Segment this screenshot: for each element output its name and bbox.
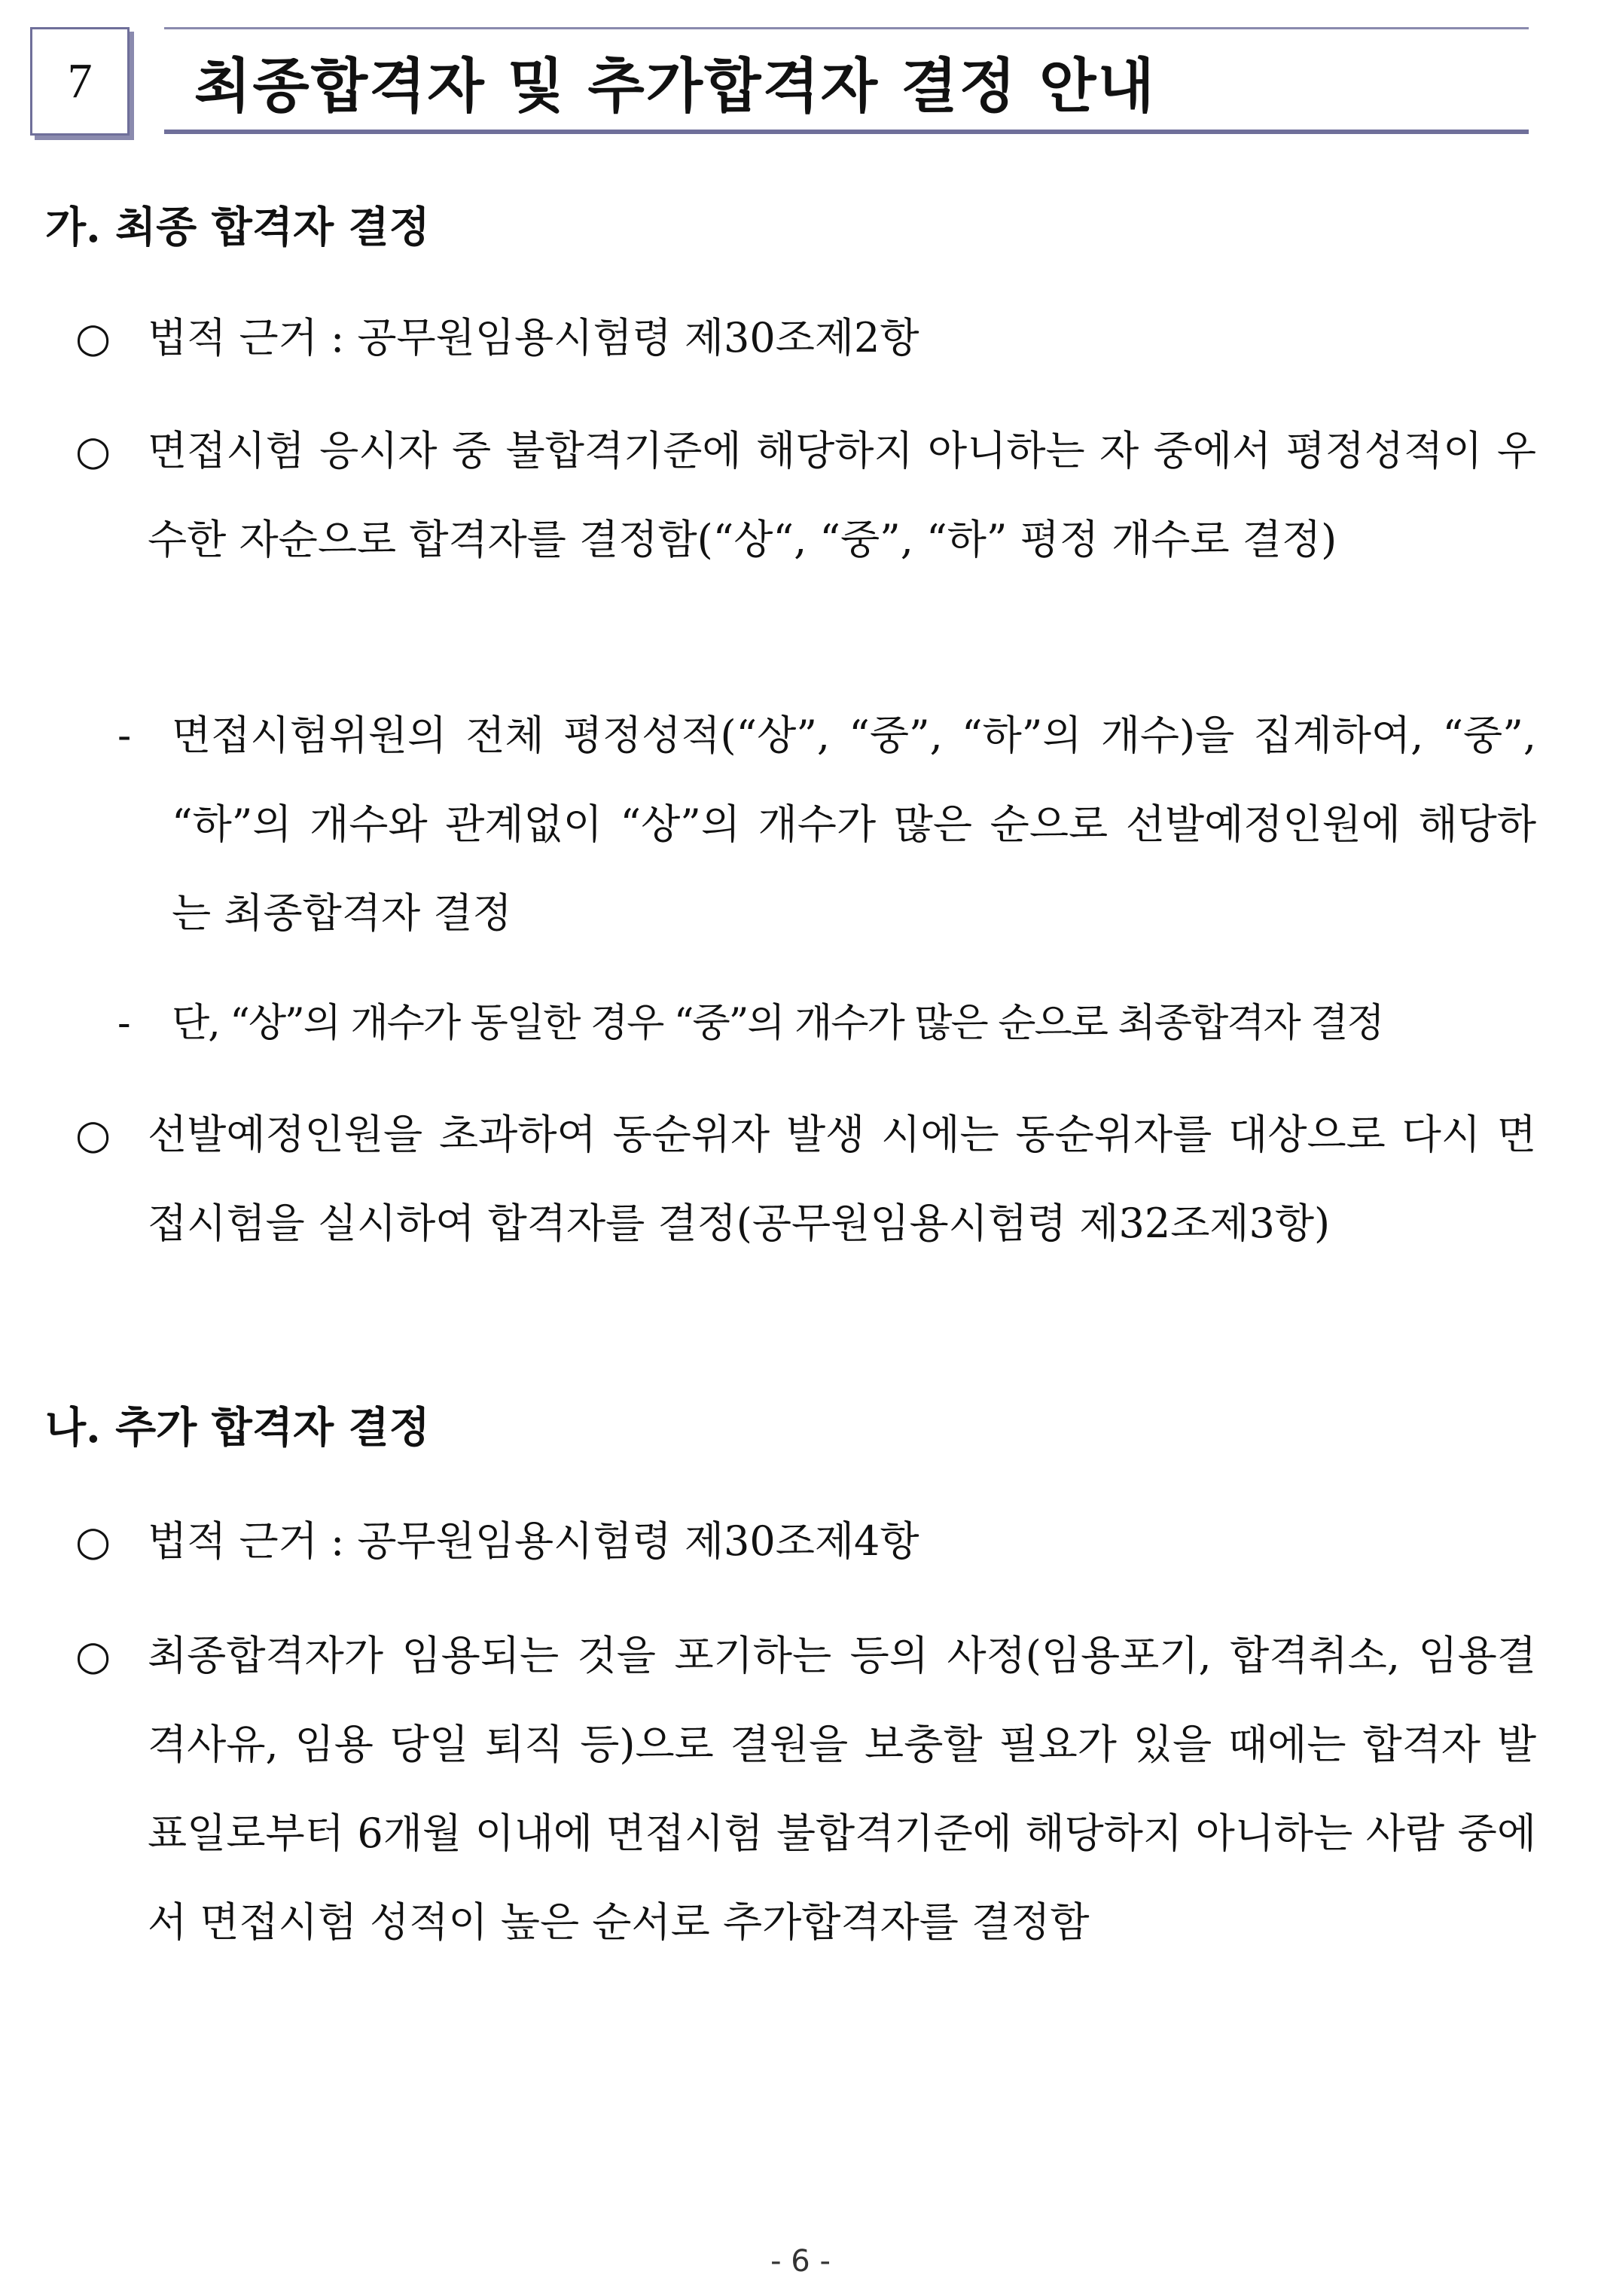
list-item bbox=[75, 1497, 1536, 1586]
section-number-box: 7 bbox=[30, 27, 130, 136]
page-number: - 6 - bbox=[770, 2244, 831, 2279]
bullet-circle-icon: ○ bbox=[75, 1517, 111, 1565]
bullet-circle-icon: ○ bbox=[75, 314, 111, 361]
section-heading-additional: 나. 추가 합격자 결정 bbox=[45, 1403, 430, 1453]
list-item bbox=[117, 979, 1536, 1068]
title-bottom-rule bbox=[164, 130, 1529, 134]
item-text: 단, “상”의 개수가 동일한 경우 “중”의 개수가 많은 순으로 최종합격자 결정 bbox=[172, 1001, 1383, 1046]
item-text: 최종합격자가 임용되는 것을 포기하는 등의 사정(임용포기, 합격취소, 임용결격사유, 임용 당일 퇴직 등)으로 결원을 보충할 필요가 있을 때에는 합격자 발표일로부터 6개월 이내에 면접시험 불합격기준에 해당하지 아니하는 사람 중에서 면접시험 성적이 높은 순서로 추가합격자를 결정함 bbox=[148, 1632, 1536, 1946]
item-text: 선발예정인원을 초과하여 동순위자 발생 시에는 동순위자를 대상으로 다시 면접시험을 실시하여 합격자를 결정(공무원임용시험령 제32조제3항) bbox=[148, 1111, 1536, 1247]
item-text: 면접시험위원의 전체 평정성적(“상”, “중”, “하”의 개수)을 집계하여, “중”, “하”의 개수와 관계없이 “상”의 개수가 많은 순으로 선발예정인원에 해당하는 최종합격자 결정 bbox=[172, 712, 1536, 937]
bullet-circle-icon: ○ bbox=[75, 1111, 111, 1158]
item-text: 법적 근거 : 공무원임용시험령 제30조제2항 bbox=[148, 314, 919, 361]
bullet-circle-icon: ○ bbox=[75, 1632, 111, 1679]
section-header bbox=[30, 27, 1529, 136]
page-title: 최종합격자 및 추가합격자 결정 안내 bbox=[194, 53, 1156, 120]
bullet-dash-icon: - bbox=[117, 712, 132, 759]
item-text: 법적 근거 : 공무원임용시험령 제30조제4항 bbox=[148, 1517, 919, 1565]
list-item bbox=[75, 407, 1536, 584]
section-heading-final: 가. 최종 합격자 결정 bbox=[45, 203, 430, 252]
item-text: 면접시험 응시자 중 불합격기준에 해당하지 아니하는 자 중에서 평정성적이 우수한 자순으로 합격자를 결정함(“상“, “중”, “하” 평정 개수로 결정) bbox=[148, 427, 1536, 563]
list-item bbox=[117, 691, 1536, 958]
list-item bbox=[75, 294, 1536, 383]
bullet-dash-icon: - bbox=[117, 1001, 130, 1046]
title-top-rule bbox=[164, 27, 1529, 29]
bullet-circle-icon: ○ bbox=[75, 427, 111, 474]
list-item bbox=[75, 1611, 1536, 1967]
list-item bbox=[75, 1090, 1536, 1268]
